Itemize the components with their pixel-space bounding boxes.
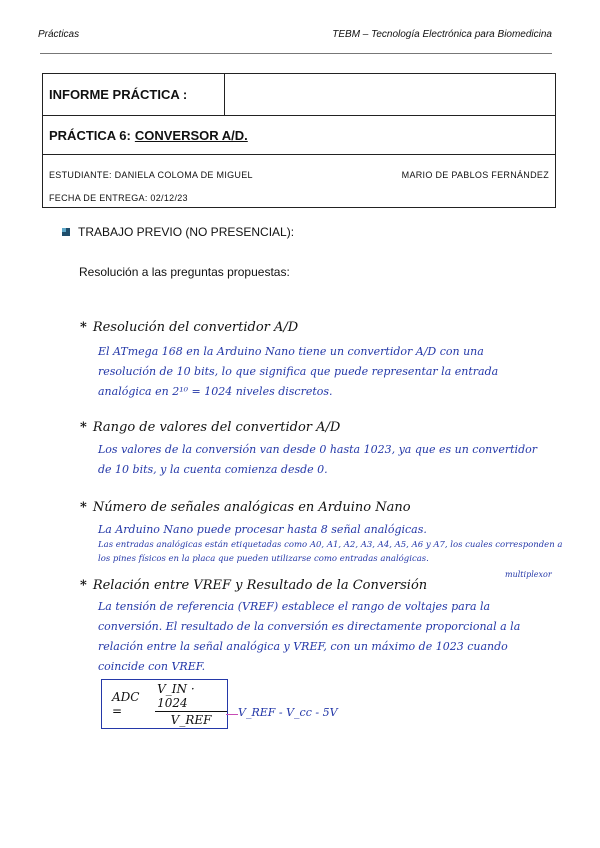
answer-1: El ATmega 168 en la Arduino Nano tiene un convertidor A/D con una resolución de 10 bits, lo que significa que puede representar la entrada analógica en 2¹⁰ = 1024 niveles discretos.	[98, 345, 499, 398]
practice-row	[43, 116, 555, 155]
practice-title: CONVERSOR A/D.	[134, 127, 248, 143]
answer-4: La tensión de referencia (VREF) establece el rango de voltajes para la conversión. El resultado de la conversión es directamente proporcional a la relación entre la señal analógica y VREF, con un máximo de 1023 cuando coincide con VREF.	[98, 600, 521, 673]
question-title-1: * Resolución del convertidor A/D	[80, 320, 299, 335]
arrow-icon	[226, 714, 238, 715]
adc-formula	[101, 679, 228, 729]
formula-lhs: ADC =	[112, 690, 140, 718]
answer-3-line1: La Arduino Nano puede procesar hasta 8 señal analógicas.	[98, 523, 427, 536]
asterisk-icon: *	[80, 320, 87, 335]
asterisk-icon: *	[80, 420, 87, 435]
section-title: TRABAJO PREVIO (NO PRESENCIAL):	[78, 225, 295, 239]
header-divider	[40, 53, 552, 54]
asterisk-icon: *	[80, 500, 87, 515]
partner-name: MARIO DE PABLOS FERNÁNDEZ	[401, 170, 549, 180]
report-row	[43, 74, 555, 116]
intro-text: Resolución a las preguntas propuestas:	[79, 265, 290, 279]
report-info-table	[42, 73, 556, 208]
report-label: INFORME PRÁCTICA :	[43, 74, 225, 115]
question-title-4: * Relación entre VREF y Resultado de la Conversión	[80, 578, 428, 593]
answer-2: Los valores de la conversión van desde 0 hasta 1023, ya que es un convertidor de 10 bits, y la cuenta comienza desde 0.	[98, 443, 538, 476]
delivery-date: FECHA DE ENTREGA: 02/12/23	[49, 193, 188, 203]
asterisk-icon: *	[80, 578, 87, 593]
question-title-2: * Rango de valores del convertidor A/D	[80, 420, 341, 435]
multiplexor-annotation: multiplexor	[505, 570, 552, 579]
formula-numerator: V_IN · 1024	[155, 682, 227, 712]
answer-3-line2: Las entradas analógicas están etiquetadas como A0, A1, A2, A3, A4, A5, A6 y A7, los cuales corresponden a los pines físicos en la placa que pueden utilizarse como entradas analógicas.	[98, 540, 563, 564]
header-left-text: Prácticas	[38, 29, 80, 40]
question-title-3: * Número de señales analógicas en Arduino Nano	[80, 500, 411, 515]
square-bullet-icon	[62, 228, 70, 236]
header-right-text: TEBM – Tecnología Electrónica para Biomedicina	[332, 29, 552, 40]
student-name: ESTUDIANTE: DANIELA COLOMA DE MIGUEL	[49, 170, 253, 180]
student-row	[43, 155, 555, 207]
vref-note: V_REF - V_cc - 5V	[238, 706, 338, 719]
section-heading	[62, 225, 294, 239]
practice-prefix: PRÁCTICA 6:	[49, 127, 131, 143]
formula-fraction	[155, 682, 227, 727]
report-empty-cell	[225, 74, 555, 115]
formula-denominator: V_REF	[170, 712, 212, 727]
